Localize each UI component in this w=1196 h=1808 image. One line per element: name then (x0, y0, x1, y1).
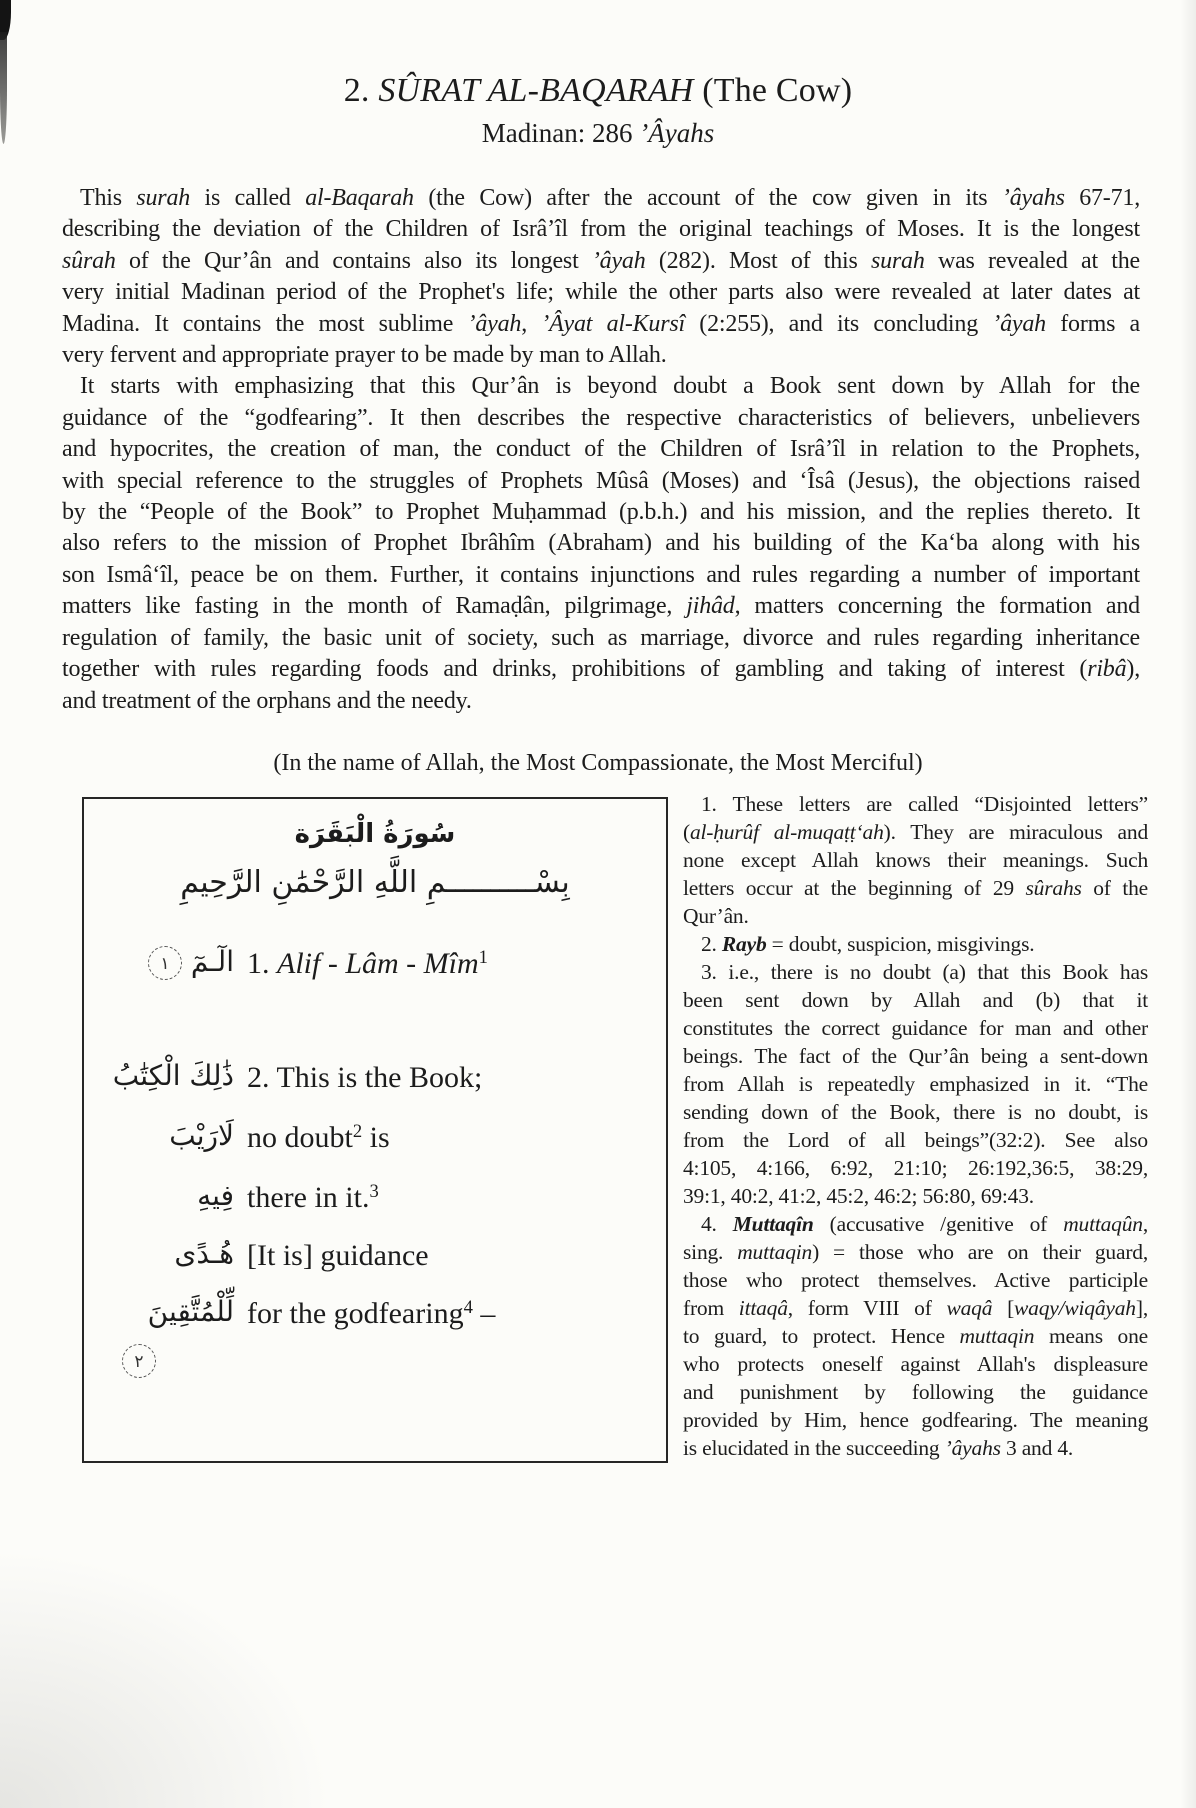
verse-english: for the godfearing$^4$ – (247, 1296, 496, 1330)
text-line: to guard, to protect. Hence muttaqin means one (683, 1324, 1148, 1348)
verse-english: 1. Alif - Lâm - Mîm$^1$ (247, 946, 488, 980)
intro-paragraphs (62, 183, 1140, 717)
text-line: and punishment by following the guidance (683, 1380, 1148, 1404)
text-line: together with rules regarding foods and drinks, prohibitions of gambling and taking of interest (ribâ), (62, 656, 1140, 683)
footnote (683, 930, 1148, 958)
text-line: (al-ḥurûf al-muqaṭṭ‘ah). They are miraculous and (683, 820, 1148, 844)
text-line: and treatment of the orphans and the needy. (62, 687, 472, 714)
verse-english: there in it.$^3$ (247, 1180, 379, 1214)
verse-arabic: هُـدًى (174, 1237, 234, 1270)
page-header (0, 72, 1196, 149)
footnote (683, 958, 1148, 1210)
text-line: provided by Him, hence godfearing. The meaning (683, 1408, 1148, 1432)
verse-english: no doubt$^2$ is (247, 1120, 390, 1154)
verse-english: 2. This is the Book; (247, 1061, 483, 1094)
text-line: from the Lord of all beings”(32:2). See also (683, 1128, 1148, 1152)
text-line: 1. These letters are called “Disjointed letters” (701, 792, 1148, 816)
text-line: 4:105, 4:166, 6:92, 21:10; 26:192,36:5, 38:29, (683, 1156, 1148, 1180)
text-line: 3. i.e., there is no doubt (a) that this Book has (701, 960, 1148, 984)
text-line: those who protect themselves. Active participle (683, 1268, 1148, 1292)
text-line: 39:1, 40:2, 41:2, 45:2, 46:2; 56:80, 69:43. (683, 1184, 1034, 1208)
text-line: and hypocrites, the creation of man, the conduct of the Children of Isrâ’îl in relation to the Prophets, (62, 436, 1140, 463)
text-line: constitutes the correct guidance for man and other (683, 1016, 1148, 1040)
text-line: 4. Muttaqîn (accusative /genitive of muttaqûn, (701, 1212, 1148, 1236)
paragraph (62, 183, 1140, 371)
text-line: guidance of the “godfearing”. It then describes the respective characteristics of believers, unbelievers (62, 404, 1140, 431)
verse-row (84, 1297, 666, 1351)
text-line: who protects oneself against Allah's displeasure (683, 1352, 1148, 1376)
text-line: 2. Rayb = doubt, suspicion, misgivings. (701, 932, 1035, 956)
text-line: This surah is called al-Baqarah (the Cow) after the account of the cow given in its ’âyahs 67-71, (80, 185, 1140, 211)
scan-artifact-bottom-left-shadow (0, 1528, 360, 1808)
text-line: Qur’ân. (683, 904, 749, 928)
text-line: sending down of the Book, there is no doubt, is (683, 1100, 1148, 1124)
text-line: It starts with emphasizing that this Qur’ân is beyond doubt a Book sent down by Allah for the (80, 373, 1140, 400)
paragraph (62, 371, 1140, 716)
text-line: Madina. It contains the most sublime ’âyah, ’Âyat al-Kursî (2:255), and its concluding ’âyah forms a (62, 310, 1140, 337)
text-line: none except Allah knows their meanings. Such (683, 848, 1148, 872)
text-line: been sent down by Allah and (b) that it (683, 988, 1148, 1012)
footnotes-column (683, 790, 1148, 1462)
verse-number-marker: ١ (148, 946, 182, 980)
text-line: regulation of family, the basic unit of society, such as marriage, divorce and rules regarding inheritance (62, 624, 1140, 651)
text-line: beings. The fact of the Qur’ân being a sent-down (683, 1044, 1148, 1068)
verse-english: [It is] guidance (247, 1239, 429, 1272)
text-line: sing. muttaqin) = those who are on their guard, (683, 1240, 1148, 1264)
verse-row (84, 947, 666, 1001)
text-line: also refers to the mission of Prophet Ibrâhîm (Abraham) and his building of the Ka‘ba along with his (62, 530, 1140, 557)
text-line: matters like fasting in the month of Ramaḍân, pilgrimage, jihâd, matters concerning the formation and (62, 593, 1140, 620)
verse-arabic: الٓـمٓ ١ (84, 945, 234, 980)
verse-arabic: ذَٰلِكَ الْكِتَٰبُ (112, 1059, 234, 1092)
scan-artifact-right-shade (1180, 0, 1196, 1808)
verse-arabic: لِّلْمُتَّقِينَ (147, 1295, 234, 1328)
verse-row (84, 1181, 666, 1235)
text-line: from ittaqâ, form VIII of waqâ [waqy/wiqâyah], (683, 1296, 1148, 1320)
text-line: letters occur at the beginning of 29 sûrahs of the (683, 876, 1149, 900)
bismillah-caption: (In the name of Allah, the Most Compassionate, the Most Merciful) (273, 750, 923, 776)
verse-row (84, 1239, 666, 1293)
verse-row (84, 1061, 666, 1115)
text-line: from Allah is repeatedly emphasized in it. “The (683, 1072, 1148, 1096)
surah-header-arabic: سُورَةُ الْبَقَرَة (294, 819, 456, 849)
page-subtitle: Madinan: 286 ’Âyahs (481, 118, 715, 148)
verse-arabic: لَارَيْبَ (169, 1119, 234, 1152)
text-line: very fervent and appropriate prayer to be made by man to Allah. (62, 342, 667, 369)
footnote (683, 1210, 1148, 1462)
text-line: by the “People of the Book” to Prophet Muḥammad (p.b.h.) and his mission, and the replies thereto. It (62, 499, 1140, 526)
verse-row (84, 1121, 666, 1175)
basmala-arabic: بِسْــــــــــمِ اللَّهِ الرَّحْمَٰنِ الرَّحِيمِ (180, 865, 570, 900)
quran-box (82, 797, 668, 1463)
text-line: sûrah of the Qur’ân and contains also its longest ’âyah (282). Most of this surah was revealed at the (62, 247, 1140, 274)
page-title: 2. SÛRAT AL-BAQARAH (The Cow) (343, 72, 853, 109)
footnote (683, 790, 1148, 930)
text-line: son Ismâ‘îl, peace be on them. Further, it contains injunctions and rules regarding a number of important (62, 561, 1140, 588)
verse-arabic: فِيهِ (197, 1179, 234, 1212)
verse-end-marker: ٢ (122, 1344, 156, 1378)
text-line: describing the deviation of the Children of Isrâ’îl from the original teachings of Moses. It is the longest (62, 216, 1140, 243)
text-line: is elucidated in the succeeding ’âyahs 3 and 4. (683, 1436, 1074, 1460)
text-line: with special reference to the struggles of Prophets Mûsâ (Moses) and ‘Îsâ (Jesus), the objections raised (62, 467, 1140, 494)
text-line: very initial Madinan period of the Prophet's life; while the other parts also were revealed at later dates at (62, 279, 1140, 306)
